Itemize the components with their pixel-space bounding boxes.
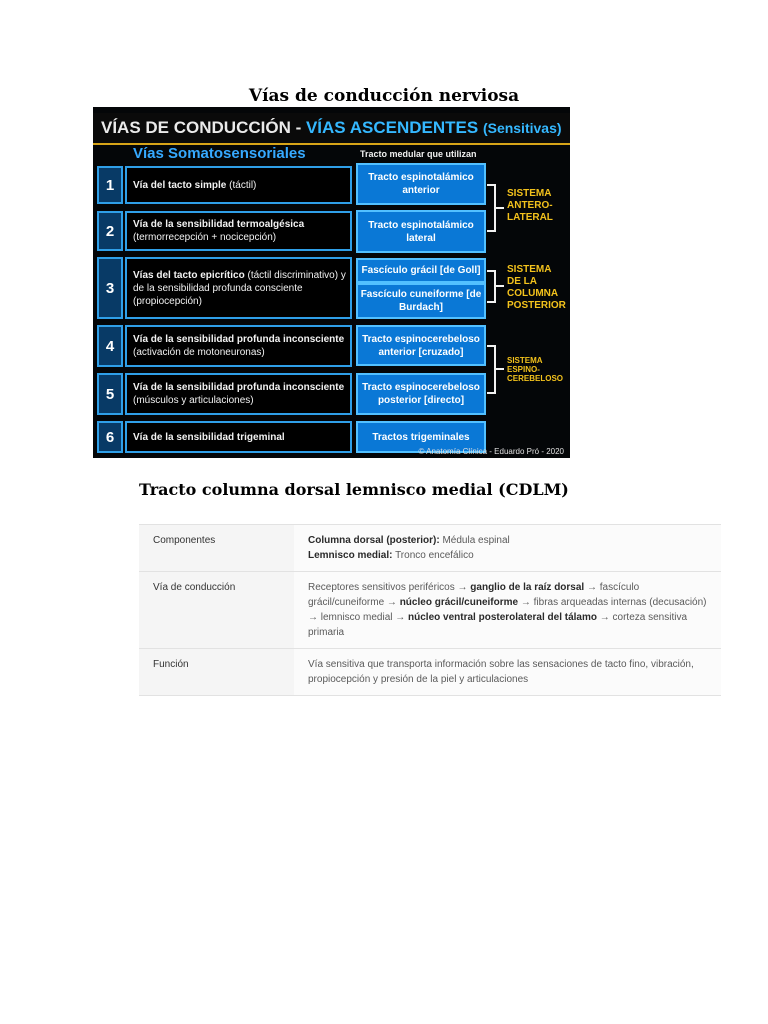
- table-row-key: Función: [139, 649, 294, 696]
- tract-spinocerebellar-posterior: Tracto espinocerebeloso posterior [directo]: [356, 373, 486, 415]
- pathway-detail: (músculos y articulaciones): [133, 395, 254, 406]
- infographic-title-accent: VÍAS ASCENDENTES: [305, 118, 479, 137]
- text-fragment: → fibras arqueadas internas (decusación) → lemnisco medial →: [308, 597, 707, 623]
- text-fragment: Tronco encefálico: [392, 550, 474, 561]
- text-fragment: → corteza sensitiva primaria: [308, 612, 688, 638]
- tract-trigeminal: Tractos trigeminales: [356, 421, 486, 453]
- pathway-name: Vía de la sensibilidad termoalgésica: [133, 219, 305, 230]
- row-number-5: 5: [97, 373, 123, 415]
- tract-spinothalamic-lateral: Tracto espinotalámico lateral: [356, 210, 486, 253]
- bold-term: Columna dorsal (posterior):: [308, 535, 440, 546]
- pathway-row-3: [125, 257, 352, 319]
- tract-column-header: Tracto medular que utilizan: [360, 149, 477, 159]
- tract-fasciculus-gracilis: Fascículo grácil [de Goll]: [356, 258, 486, 283]
- brace-antero-lateral: [487, 184, 496, 232]
- pathway-detail: (activación de motoneuronas): [133, 347, 265, 358]
- tract-spinocerebellar-anterior: Tracto espinocerebeloso anterior [cruzado]: [356, 325, 486, 366]
- brace-tick: [496, 368, 504, 370]
- pathway-detail: (táctil discriminativo) y de la sensibilidad profunda consciente (propiocepción): [133, 269, 346, 307]
- brace-espinocerebeloso: [487, 345, 496, 394]
- text-fragment: Médula espinal: [439, 535, 510, 546]
- table-row: [139, 572, 721, 649]
- brace-columna-posterior: [487, 270, 496, 303]
- row-number-2: 2: [97, 211, 123, 251]
- pathway-detail: (táctil): [229, 179, 257, 191]
- pathway-name: Vía de la sensibilidad profunda inconsciente: [133, 382, 345, 393]
- table-row-key: Vía de conducción: [139, 572, 294, 649]
- infographic-title-accent2: (Sensitivas): [482, 120, 562, 136]
- pathway-row-6: [125, 421, 352, 453]
- infographic-title-main: VÍAS DE CONDUCCIÓN -: [101, 118, 306, 137]
- system-antero-lateral-label: SISTEMA ANTERO-LATERAL: [507, 188, 553, 223]
- bold-term: núcleo grácil/cuneiforme: [399, 597, 519, 608]
- table-row: [139, 525, 721, 572]
- pathway-row-5: [125, 373, 352, 415]
- pathway-name: Vía de la sensibilidad profunda inconsciente: [133, 334, 345, 345]
- pathway-name: Vías del tacto epicrítico: [133, 269, 245, 281]
- table-row-value: [294, 572, 721, 649]
- page-title: Vías de conducción nerviosa: [248, 86, 520, 106]
- ascending-pathways-infographic: [93, 107, 570, 458]
- brace-tick: [496, 207, 504, 209]
- table-row-key: Componentes: [139, 525, 294, 572]
- bold-term: ganglio de la raíz dorsal: [470, 582, 585, 593]
- cdlm-info-table: [139, 524, 721, 696]
- text-fragment: → fascículo grácil/cuneiforme →: [308, 582, 640, 608]
- row-number-1: 1: [97, 166, 123, 204]
- bold-term: núcleo ventral posterolateral del tálamo: [408, 612, 597, 623]
- pathway-row-2: [125, 211, 352, 251]
- text-fragment: Receptores sensitivos periféricos →: [308, 582, 471, 593]
- pathway-row-4: [125, 325, 352, 367]
- bold-term: Lemnisco medial:: [308, 550, 393, 561]
- pathway-name: Vía de la sensibilidad trigeminal: [133, 431, 285, 443]
- system-espinocerebeloso-label: SISTEMA ESPINO-CEREBELOSO: [507, 356, 564, 383]
- row-number-4: 4: [97, 325, 123, 367]
- tract-fasciculus-cuneatus: Fascículo cuneiforme [de Burdach]: [356, 283, 486, 319]
- pathway-detail: (termorrecepción + nocicepción): [133, 232, 277, 243]
- brace-tick: [496, 285, 504, 287]
- pathway-name: Vía del tacto simple: [133, 179, 227, 191]
- table-row-value: Vía sensitiva que transporta información sobre las sensaciones de tacto fino, vibración, propiocepción y presión de la piel y articulaciones: [294, 649, 721, 696]
- image-credit: © Anatomía Clínica - Eduardo Pró - 2020: [418, 447, 564, 456]
- infographic-title: [93, 113, 570, 143]
- tract-spinothalamic-anterior: Tracto espinotalámico anterior: [356, 163, 486, 205]
- infographic-subtitle: Vías Somatosensoriales: [133, 145, 306, 162]
- system-columna-posterior-label: SISTEMA DE LA COLUMNA POSTERIOR: [507, 264, 566, 311]
- pathway-row-1: [125, 166, 352, 204]
- row-number-3: 3: [97, 257, 123, 319]
- section-title: Tracto columna dorsal lemnisco medial (CDLM): [139, 480, 569, 499]
- row-number-6: 6: [97, 421, 123, 453]
- table-row-value: [294, 525, 721, 572]
- table-row: [139, 649, 721, 696]
